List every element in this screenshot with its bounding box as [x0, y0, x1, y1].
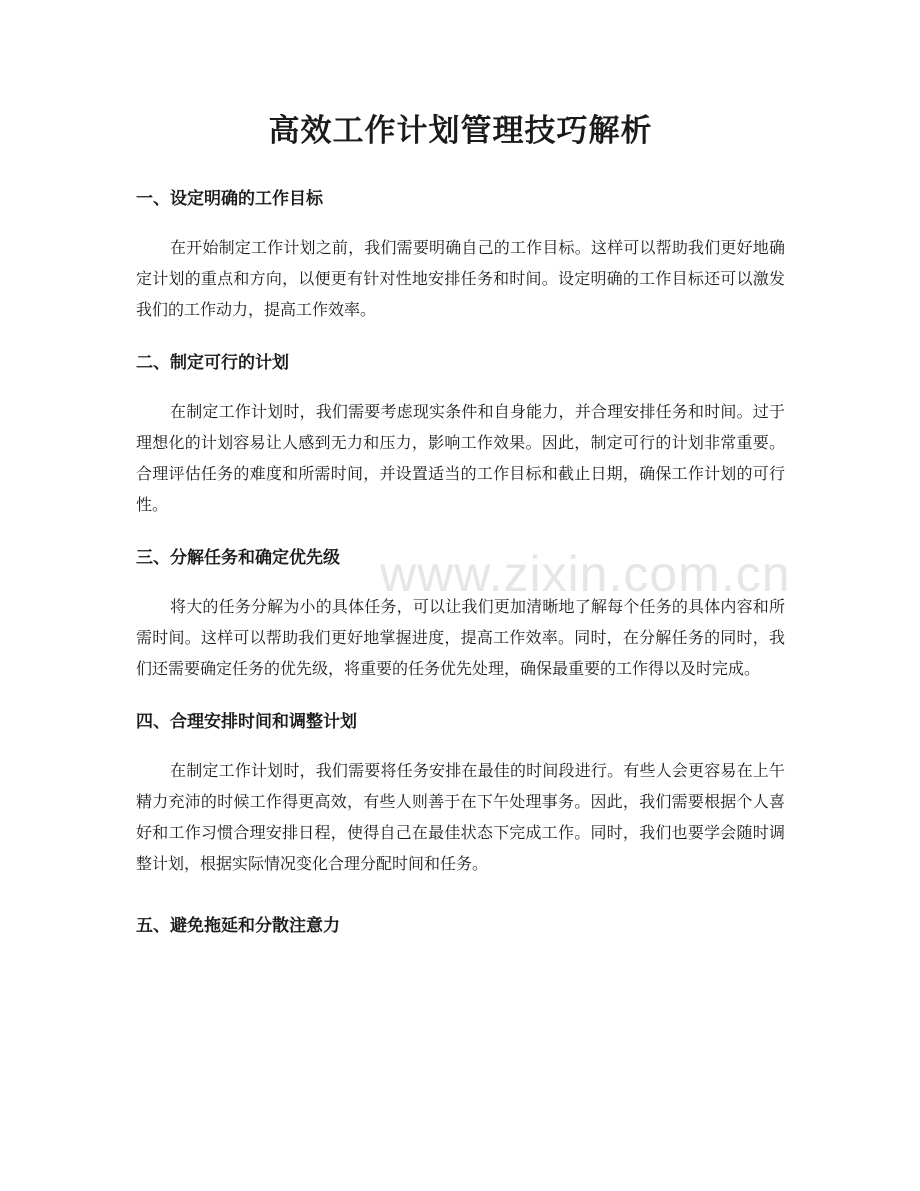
document-title: 高效工作计划管理技巧解析: [268, 113, 653, 149]
section-heading-1: 一、设定明确的工作目标: [136, 189, 323, 209]
section-paragraph-1: 在开始制定工作计划之前，我们需要明确自己的工作目标。这样可以帮助我们更好地确定计划的重点和方向，以便更有针对性地安排任务和时间。设定明确的工作目标还可以激发我们的工作动力，提高工作效率。: [136, 238, 785, 319]
section-heading-5: 五、避免拖延和分散注意力: [136, 916, 340, 936]
section-heading-2: 二、制定可行的计划: [136, 353, 289, 373]
section-paragraph-2: 在制定工作计划时，我们需要考虑现实条件和自身能力，并合理安排任务和时间。过于理想化的计划容易让人感到无力和压力，影响工作效果。因此，制定可行的计划非常重要。合理评估任务的难度和所需时间，并设置适当的工作目标和截止日期，确保工作计划的可行性。: [136, 402, 785, 514]
section-heading-4: 四、合理安排时间和调整计划: [136, 712, 357, 732]
section-paragraph-4: 在制定工作计划时，我们需要将任务安排在最佳的时间段进行。有些人会更容易在上午精力充沛的时候工作得更高效，有些人则善于在下午处理事务。因此，我们需要根据个人喜好和工作习惯合理安排日程，使得自己在最佳状态下完成工作。同时，我们也要学会随时调整计划，根据实际情况变化合理分配时间和任务。: [136, 761, 785, 873]
document-page: [136, 0, 785, 938]
section-paragraph-3: 将大的任务分解为小的具体任务，可以让我们更加清晰地了解每个任务的具体内容和所需时间。这样可以帮助我们更好地掌握进度，提高工作效率。同时，在分解任务的同时，我们还需要确定任务的优先级，将重要的任务优先处理，确保最重要的工作得以及时完成。: [136, 597, 785, 678]
section-heading-3: 三、分解任务和确定优先级: [136, 548, 340, 568]
watermark: www.zixin.com.cn: [380, 546, 791, 602]
